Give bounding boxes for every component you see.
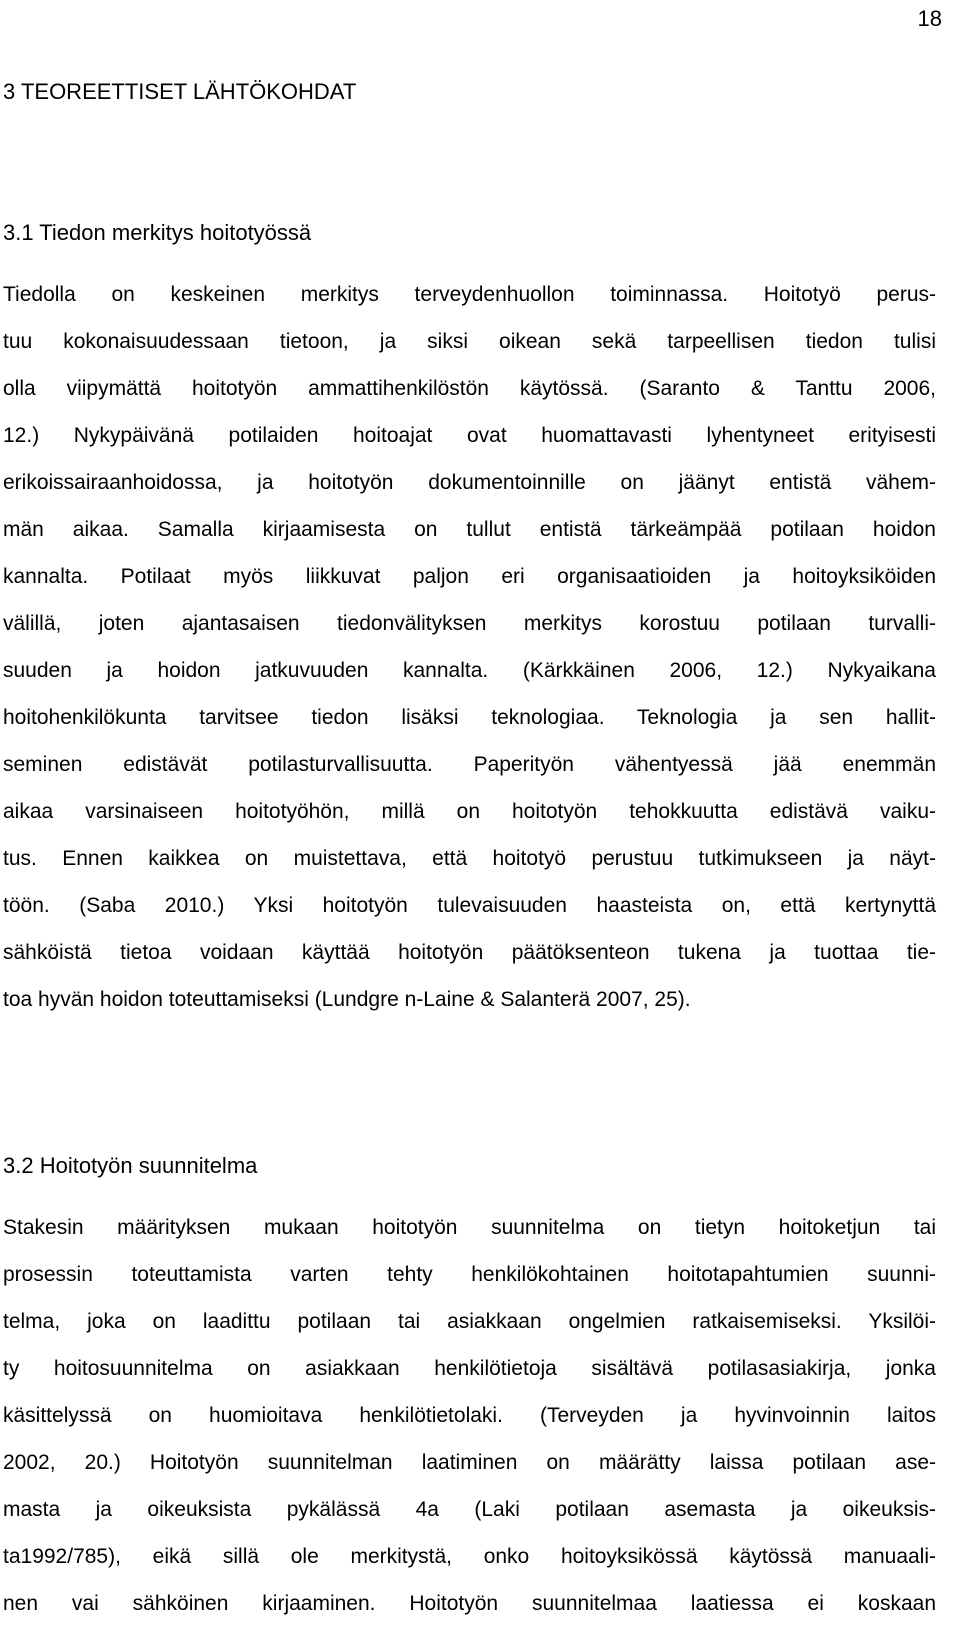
paragraph-hoitotyon-suunnitelma-body [3, 1204, 936, 1627]
paragraph-tiedon-merkitys-body [3, 271, 936, 1023]
paragraph-line: prosessin toteuttamista varten tehty henkilökohtainen hoitotapahtumien suunni- [3, 1263, 936, 1286]
paragraph-line: aikaa varsinaiseen hoitotyöhön, millä on hoitotyön tehokkuutta edistävä vaiku- [3, 800, 936, 823]
paragraph-line: telma, joka on laadittu potilaan tai asiakkaan ongelmien ratkaisemiseksi. Yksilöi- [3, 1310, 936, 1333]
paragraph-line: seminen edistävät potilasturvallisuutta. Paperityön vähentyessä jää enemmän [3, 753, 936, 776]
paragraph-line: masta ja oikeuksista pykälässä 4a (Laki potilaan asemasta ja oikeuksis- [3, 1498, 936, 1521]
paragraph-line: 12.) Nykypäivänä potilaiden hoitoajat ovat huomattavasti lyhentyneet erityisesti [3, 424, 936, 447]
paragraph-line: erikoissairaanhoidossa, ja hoitotyön dokumentoinnille on jäänyt entistä vähem- [3, 471, 936, 494]
paragraph-line: ty hoitosuunnitelma on asiakkaan henkilötietoja sisältävä potilasasiakirja, jonka [3, 1357, 936, 1380]
paragraph-line: välillä, joten ajantasaisen tiedonvälityksen merkitys korostuu potilaan turvalli- [3, 612, 936, 635]
paragraph-line: tus. Ennen kaikkea on muistettava, että hoitotyö perustuu tutkimukseen ja näyt- [3, 847, 936, 870]
section-heading-tiedon-merkitys: 3.1 Tiedon merkitys hoitotyössä [3, 220, 312, 245]
paragraph-line: män aikaa. Samalla kirjaamisesta on tullut entistä tärkeämpää potilaan hoidon [3, 518, 936, 541]
paragraph-line: tuu kokonaisuudessaan tietoon, ja siksi oikean sekä tarpeellisen tiedon tulisi [3, 330, 936, 353]
paragraph-line: töön. (Saba 2010.) Yksi hoitotyön tulevaisuuden haasteista on, että kertynyttä [3, 894, 936, 917]
chapter-heading: 3 TEOREETTISET LÄHTÖKOHDAT [3, 79, 357, 104]
paragraph-line: kannalta. Potilaat myös liikkuvat paljon eri organisaatioiden ja hoitoyksiköiden [3, 565, 936, 588]
paragraph-line: Tiedolla on keskeinen merkitys terveydenhuollon toiminnassa. Hoitotyö perus- [3, 283, 936, 306]
paragraph-line: käsittelyssä on huomioitava henkilötietolaki. (Terveyden ja hyvinvoinnin laitos [3, 1404, 936, 1427]
paragraph-tiedon-merkitys [3, 36, 936, 83]
paragraph-line: suuden ja hoidon jatkuvuuden kannalta. (Kärkkäinen 2006, 12.) Nykyaikana [3, 659, 936, 682]
section-heading-hoitotyon-suunnitelma: 3.2 Hoitotyön suunnitelma [3, 1153, 258, 1178]
paragraph-line: Stakesin määrityksen mukaan hoitotyön suunnitelma on tietyn hoitoketjun tai [3, 1216, 936, 1239]
paragraph-line: toa hyvän hoidon toteuttamiseksi (Lundgre n-Laine & Salanterä 2007, 25). [3, 988, 691, 1011]
paragraph-line: olla viipymättä hoitotyön ammattihenkilöstön käytössä. (Saranto & Tanttu 2006, [3, 377, 936, 400]
paragraph-line: sähköistä tietoa voidaan käyttää hoitotyön päätöksenteon tukena ja tuottaa tie- [3, 941, 936, 964]
paragraph-line: nen vai sähköinen kirjaaminen. Hoitotyön suunnitelmaa laatiessa ei koskaan [3, 1592, 936, 1615]
paragraph-line: ta1992/785), eikä sillä ole merkitystä, onko hoitoyksikössä käytössä manuaali- [3, 1545, 936, 1568]
page-number: 18 [917, 6, 942, 31]
paragraph-line: hoitohenkilökunta tarvitsee tiedon lisäksi teknologiaa. Teknologia ja sen hallit- [3, 706, 936, 729]
paragraph-line: 2002, 20.) Hoitotyön suunnitelman laatiminen on määrätty laissa potilaan ase- [3, 1451, 936, 1474]
